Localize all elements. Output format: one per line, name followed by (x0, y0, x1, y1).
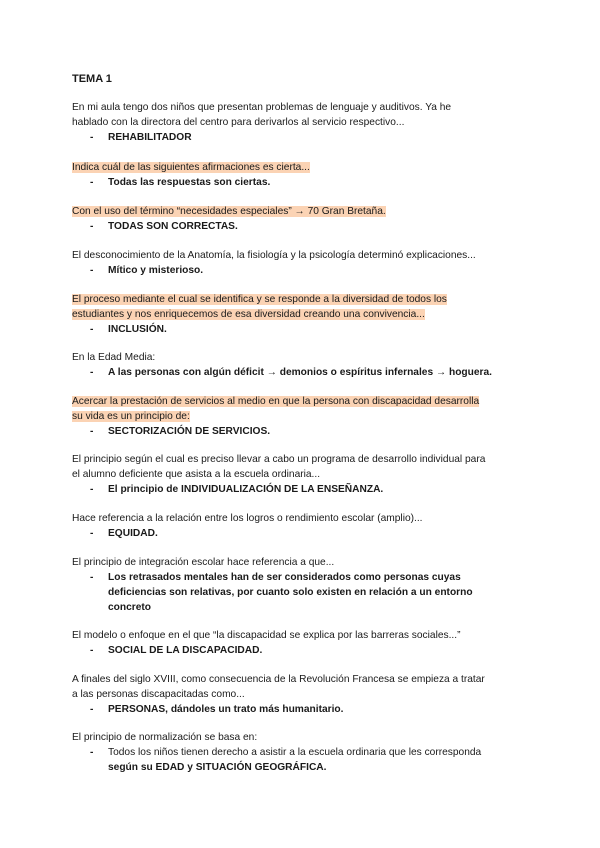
bullet-dash: - (90, 645, 94, 656)
qa-item (72, 160, 532, 190)
bullet-dash: - (90, 132, 94, 143)
question-text-highlighted: Acercar la prestación de servicios al medio en que la persona con discapacidad desarrolla su vida es un principio de: (72, 396, 480, 422)
answer-text: - REHABILITADOR (90, 132, 192, 143)
answer-text: - A las personas con algún déficit → demonios o espíritus infernales → hoguera. (90, 367, 492, 378)
bullet-dash: - (90, 484, 94, 495)
qa-item (72, 350, 532, 380)
bullet-dash: - (90, 265, 94, 276)
answer-text: - TODAS SON CORRECTAS. (90, 221, 238, 232)
bullet-dash: - (90, 528, 94, 539)
question-text: A finales del siglo XVIII, como consecuencia de la Revolución Francesa se empieza a tratar a las personas discapacitadas como... (72, 674, 485, 700)
question-text: El principio de normalización se basa en: (72, 732, 258, 743)
bullet-dash: - (90, 426, 94, 437)
answer-text: - EQUIDAD. (90, 528, 158, 539)
answer-text: - PERSONAS, dándoles un trato más humanitario. (90, 704, 344, 715)
bullet-dash: - (90, 324, 94, 335)
answer-text: - Los retrasados mentales han de ser considerados como personas cuyas deficiencias son relativas, por cuanto solo existen en relación a un entorno concreto (90, 572, 473, 613)
qa-item (72, 628, 532, 658)
page-title: TEMA 1 (72, 73, 112, 85)
bullet-dash: - (90, 221, 94, 232)
qa-item (72, 204, 532, 234)
qa-item (72, 511, 532, 541)
qa-item (72, 248, 532, 278)
answer-text: - Mítico y misterioso. (90, 265, 204, 276)
bullet-dash: - (90, 367, 94, 378)
bullet-dash: - (90, 747, 94, 758)
qa-item (72, 394, 532, 439)
question-text: Hace referencia a la relación entre los logros o rendimiento escolar (amplio)... (72, 513, 423, 524)
bullet-dash: - (90, 704, 94, 715)
qa-item (72, 555, 532, 615)
answer-text: - Todos los niños tienen derecho a asistir a la escuela ordinaria que les corresponda según su EDAD y SITUACIÓN GEOGRÁFICA. (90, 747, 482, 773)
question-text-highlighted: Indica cuál de las siguientes afirmaciones es cierta... (72, 162, 310, 173)
bullet-dash: - (90, 572, 94, 583)
qa-item (72, 100, 532, 145)
question-text: El desconocimiento de la Anatomía, la fisiología y la psicología determinó explicaciones... (72, 250, 476, 261)
answer-text: - SOCIAL DE LA DISCAPACIDAD. (90, 645, 263, 656)
answer-text: - Todas las respuestas son ciertas. (90, 177, 271, 188)
question-text: En la Edad Media: (72, 352, 156, 363)
answer-text-bold: según su EDAD y SITUACIÓN GEOGRÁFICA. (108, 762, 327, 773)
qa-item (72, 730, 532, 775)
question-text: El principio según el cual es preciso llevar a cabo un programa de desarrollo individual para el alumno deficiente que asista a la escuela ordinaria... (72, 454, 486, 480)
answer-text: - INCLUSIÓN. (90, 324, 167, 335)
question-text-highlighted: Con el uso del término “necesidades especiales” → 70 Gran Bretaña. (72, 206, 386, 217)
question-text: El principio de integración escolar hace referencia a que... (72, 557, 335, 568)
question-text: El modelo o enfoque en el que “la discapacidad se explica por las barreras sociales...” (72, 630, 461, 641)
qa-item (72, 292, 532, 337)
question-text: En mi aula tengo dos niños que presentan problemas de lenguaje y auditivos. Ya he hablado con la directora del centro para derivarlos al servicio respectivo... (72, 102, 452, 128)
answer-text: - SECTORIZACIÓN DE SERVICIOS. (90, 426, 271, 437)
qa-item (72, 452, 532, 497)
qa-item (72, 672, 532, 717)
question-text-highlighted: El proceso mediante el cual se identifica y se responde a la diversidad de todos los estudiantes y nos enriquecemos de esa diversidad creando una convivencia... (72, 294, 447, 320)
answer-text: - El principio de INDIVIDUALIZACIÓN DE LA ENSEÑANZA. (90, 484, 384, 495)
bullet-dash: - (90, 177, 94, 188)
